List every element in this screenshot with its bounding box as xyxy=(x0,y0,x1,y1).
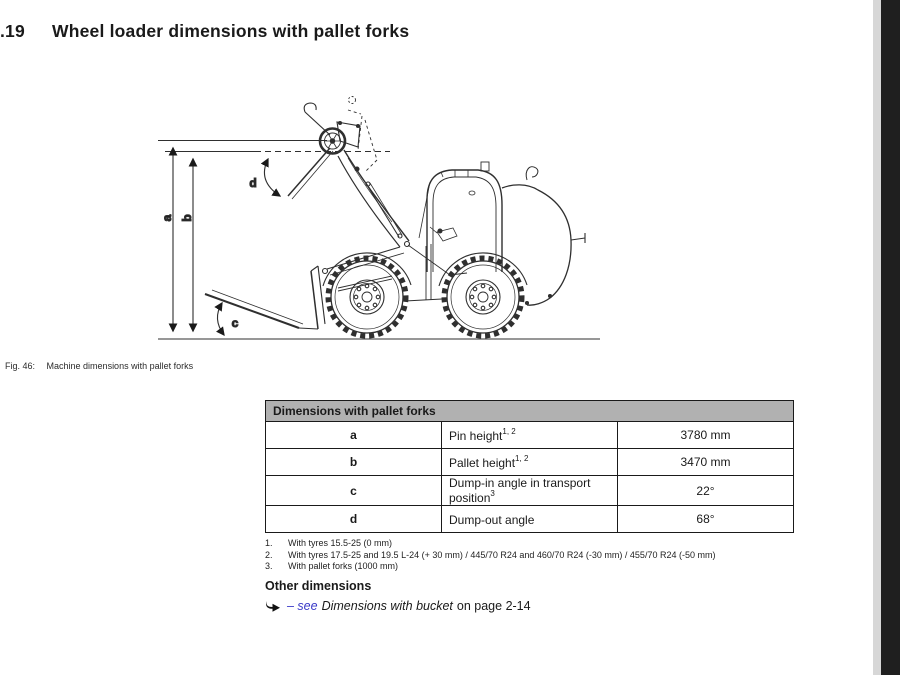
window-edge-panel xyxy=(881,0,900,675)
row-footnote-ref: 3 xyxy=(490,489,495,498)
table-row xyxy=(266,422,794,449)
rear-wheel xyxy=(444,258,522,336)
row-desc: Pin height xyxy=(449,428,503,443)
table-row xyxy=(266,506,794,533)
footnote xyxy=(265,550,825,562)
section-title: Wheel loader dimensions with pallet forks xyxy=(52,21,410,41)
boom-lower xyxy=(338,156,400,247)
row-desc: Dump-in angle in transport position xyxy=(449,476,591,505)
exhaust-hook xyxy=(526,167,538,180)
footnote-text: With pallet forks (1000 mm) xyxy=(288,561,399,571)
see-link[interactable]: – see xyxy=(287,599,318,613)
row-key: b xyxy=(266,449,442,476)
fork-backrest xyxy=(305,112,330,135)
cab-beacon xyxy=(481,162,489,171)
angle-arc-d xyxy=(264,159,280,196)
dimensions-table xyxy=(265,400,794,533)
dim-label-d: d xyxy=(249,176,257,190)
row-desc: Pallet height xyxy=(449,455,516,470)
row-footnote-ref: 1, 2 xyxy=(515,453,529,463)
footnote-number: 2. xyxy=(265,549,273,560)
dim-label-c: c xyxy=(231,316,239,330)
section-number: .19 xyxy=(0,21,25,41)
table-header: Dimensions with pallet forks xyxy=(266,401,794,422)
footnote-number: 3. xyxy=(265,561,273,571)
link-target-title[interactable]: Dimensions with bucket xyxy=(321,599,453,613)
row-value: 68° xyxy=(618,506,794,533)
row-footnote-ref: 1, 2 xyxy=(502,426,516,436)
figure-caption-text: Machine dimensions with pallet forks xyxy=(46,361,194,371)
row-value: 3780 mm xyxy=(618,422,794,449)
other-dimensions-heading: Other dimensions xyxy=(265,579,372,593)
row-value: 3470 mm xyxy=(618,449,794,476)
figure-caption xyxy=(5,361,193,371)
footnote xyxy=(265,538,825,550)
fork-tine-raised xyxy=(288,148,330,196)
cab-inner xyxy=(433,177,496,272)
row-value: 22° xyxy=(618,476,794,506)
wheel-loader-diagram xyxy=(140,85,610,350)
link-page-ref: on page 2-14 xyxy=(456,599,531,613)
boom-upper xyxy=(344,150,409,241)
footnotes xyxy=(265,538,825,573)
engine-hood xyxy=(502,185,571,305)
page-title xyxy=(0,21,409,42)
front-wheel xyxy=(328,258,406,336)
cross-reference-arrow-icon xyxy=(265,600,281,613)
footnote xyxy=(265,561,825,573)
fork-hook xyxy=(304,103,316,112)
angle-arc-c xyxy=(217,303,224,335)
table-row xyxy=(266,476,794,506)
fork-tine-ground xyxy=(205,294,299,328)
footnote-number: 1. xyxy=(265,538,273,548)
row-desc: Dump-out angle xyxy=(449,512,535,527)
footnote-text: With tyres 17.5-25 and 19.5 L-24 (+ 30 mm) / 445/70 R24 and 460/70 R24 (-30 mm) / 455/70 R24 (-50 mm) xyxy=(288,549,716,560)
fork-carriage xyxy=(311,271,318,329)
dim-label-a: a xyxy=(160,214,174,222)
table-row xyxy=(266,449,794,476)
cross-reference-line xyxy=(265,599,531,613)
footnote-text: With tyres 15.5-25 (0 mm) xyxy=(288,538,393,548)
scrollbar-track[interactable] xyxy=(873,0,881,675)
row-key: c xyxy=(266,476,442,506)
dim-label-b: b xyxy=(180,214,194,222)
figure-caption-label: Fig. 46: xyxy=(5,361,36,371)
row-key: d xyxy=(266,506,442,533)
row-key: a xyxy=(266,422,442,449)
